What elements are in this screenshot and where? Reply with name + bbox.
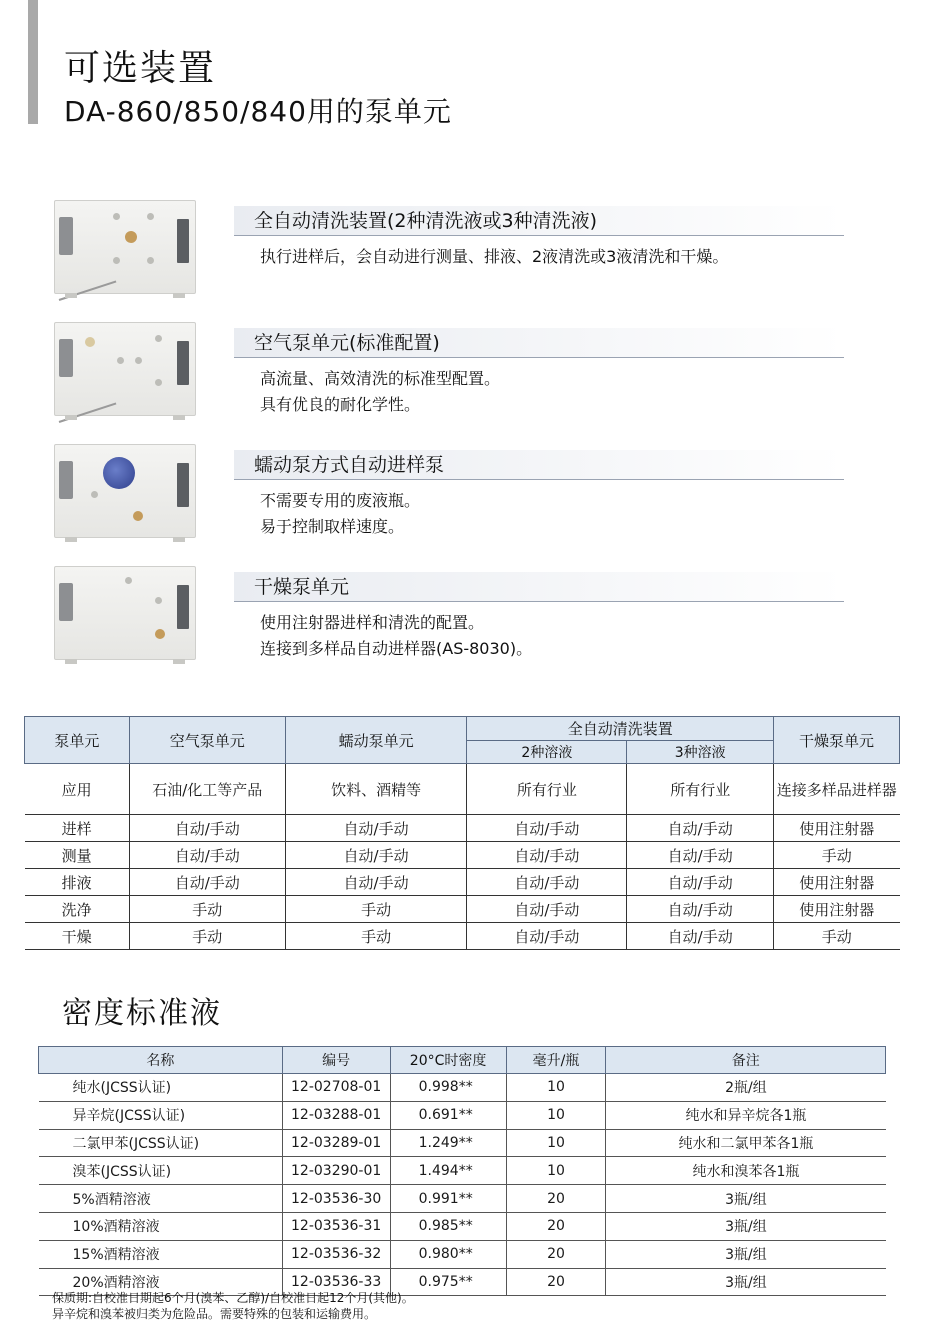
feature-auto-cleaning — [54, 200, 854, 310]
header-2-solutions: 2种溶液 — [467, 741, 627, 764]
device-image-dry-pump — [54, 566, 196, 660]
device-image-auto-cleaning — [54, 200, 196, 294]
pump-comparison-table — [24, 716, 900, 950]
peristaltic-rotor-icon — [103, 457, 135, 489]
page-subtitle: DA-860/850/840用的泵单元 — [64, 95, 452, 128]
table-row: 5%酒精溶液 12-03536-30 0.991** 20 3瓶/组 — [39, 1185, 886, 1213]
feature-title: 空气泵单元(标准配置) — [234, 328, 844, 358]
header-density: 20°C时密度 — [390, 1047, 506, 1074]
table-row: 溴苯(JCSS认证) 12-03290-01 1.494** 10 纯水和溴苯各1瓶 — [39, 1157, 886, 1185]
table-row: 干燥 手动 手动 自动/手动 自动/手动 手动 — [25, 923, 900, 950]
feature-description: 使用注射器进样和清洗的配置。 连接到多样品自动进样器(AS-8030)。 — [260, 613, 533, 658]
feature-dry-pump — [54, 566, 854, 676]
header-auto-clean-group: 全自动清洗装置 — [467, 717, 774, 741]
density-standards-table — [38, 1046, 886, 1296]
feature-description: 执行进样后，会自动进行测量、排液、2液清洗或3液清洗和干燥。 — [260, 247, 729, 266]
footnote-hazard: 异辛烷和溴苯被归类为危险品。需要特殊的包装和运输费用。 — [52, 1307, 377, 1321]
feature-peristaltic-pump — [54, 444, 854, 554]
header-pump-unit: 泵单元 — [25, 717, 130, 764]
table-row: 排液 自动/手动 自动/手动 自动/手动 自动/手动 使用注射器 — [25, 869, 900, 896]
header-code: 编号 — [282, 1047, 390, 1074]
feature-title: 干燥泵单元 — [234, 572, 844, 602]
table-row: 洗净 手动 手动 自动/手动 自动/手动 使用注射器 — [25, 896, 900, 923]
header-dry-pump: 干燥泵单元 — [774, 717, 900, 764]
device-image-peristaltic-pump — [54, 444, 196, 538]
feature-description: 高流量、高效清洗的标准型配置。 具有优良的耐化学性。 — [260, 369, 501, 414]
header-3-solutions: 3种溶液 — [627, 741, 774, 764]
footnote-shelf-life: 保质期:自校准日期起6个月(溴苯、乙醇)/自校准日起12个月(其他)。 — [52, 1291, 414, 1305]
header-air-pump: 空气泵单元 — [129, 717, 285, 764]
feature-air-pump — [54, 322, 854, 432]
feature-description: 不需要专用的废液瓶。 易于控制取样速度。 — [260, 491, 421, 536]
device-image-air-pump — [54, 322, 196, 416]
page-title: 可选装置 — [64, 48, 217, 89]
table-row: 异辛烷(JCSS认证) 12-03288-01 0.691** 10 纯水和异辛烷各1瓶 — [39, 1101, 886, 1129]
header-peristaltic: 蠕动泵单元 — [285, 717, 467, 764]
header-name: 名称 — [39, 1047, 283, 1074]
accent-bar — [28, 0, 38, 124]
table-row: 纯水(JCSS认证) 12-02708-01 0.998** 10 2瓶/组 — [39, 1074, 886, 1102]
header-volume: 毫升/瓶 — [506, 1047, 606, 1074]
feature-title: 蠕动泵方式自动进样泵 — [234, 450, 844, 480]
section-title-density: 密度标准液 — [62, 996, 222, 1031]
table-row: 15%酒精溶液 12-03536-32 0.980** 20 3瓶/组 — [39, 1240, 886, 1268]
header-remarks: 备注 — [606, 1047, 886, 1074]
table-row: 二氯甲苯(JCSS认证) 12-03289-01 1.249** 10 纯水和二氯甲苯各1瓶 — [39, 1129, 886, 1157]
table-row: 进样 自动/手动 自动/手动 自动/手动 自动/手动 使用注射器 — [25, 815, 900, 842]
footnotes — [52, 1290, 414, 1322]
feature-title: 全自动清洗装置(2种清洗液或3种清洗液) — [234, 206, 844, 236]
table-row: 测量 自动/手动 自动/手动 自动/手动 自动/手动 手动 — [25, 842, 900, 869]
table-row: 10%酒精溶液 12-03536-31 0.985** 20 3瓶/组 — [39, 1212, 886, 1240]
table-row-application: 应用 石油/化工等产品 饮料、酒精等 所有行业 所有行业 连接多样品进样器 — [25, 764, 900, 815]
table-row: 20%酒精溶液 12-03536-33 0.975** 20 3瓶/组 — [39, 1268, 886, 1296]
